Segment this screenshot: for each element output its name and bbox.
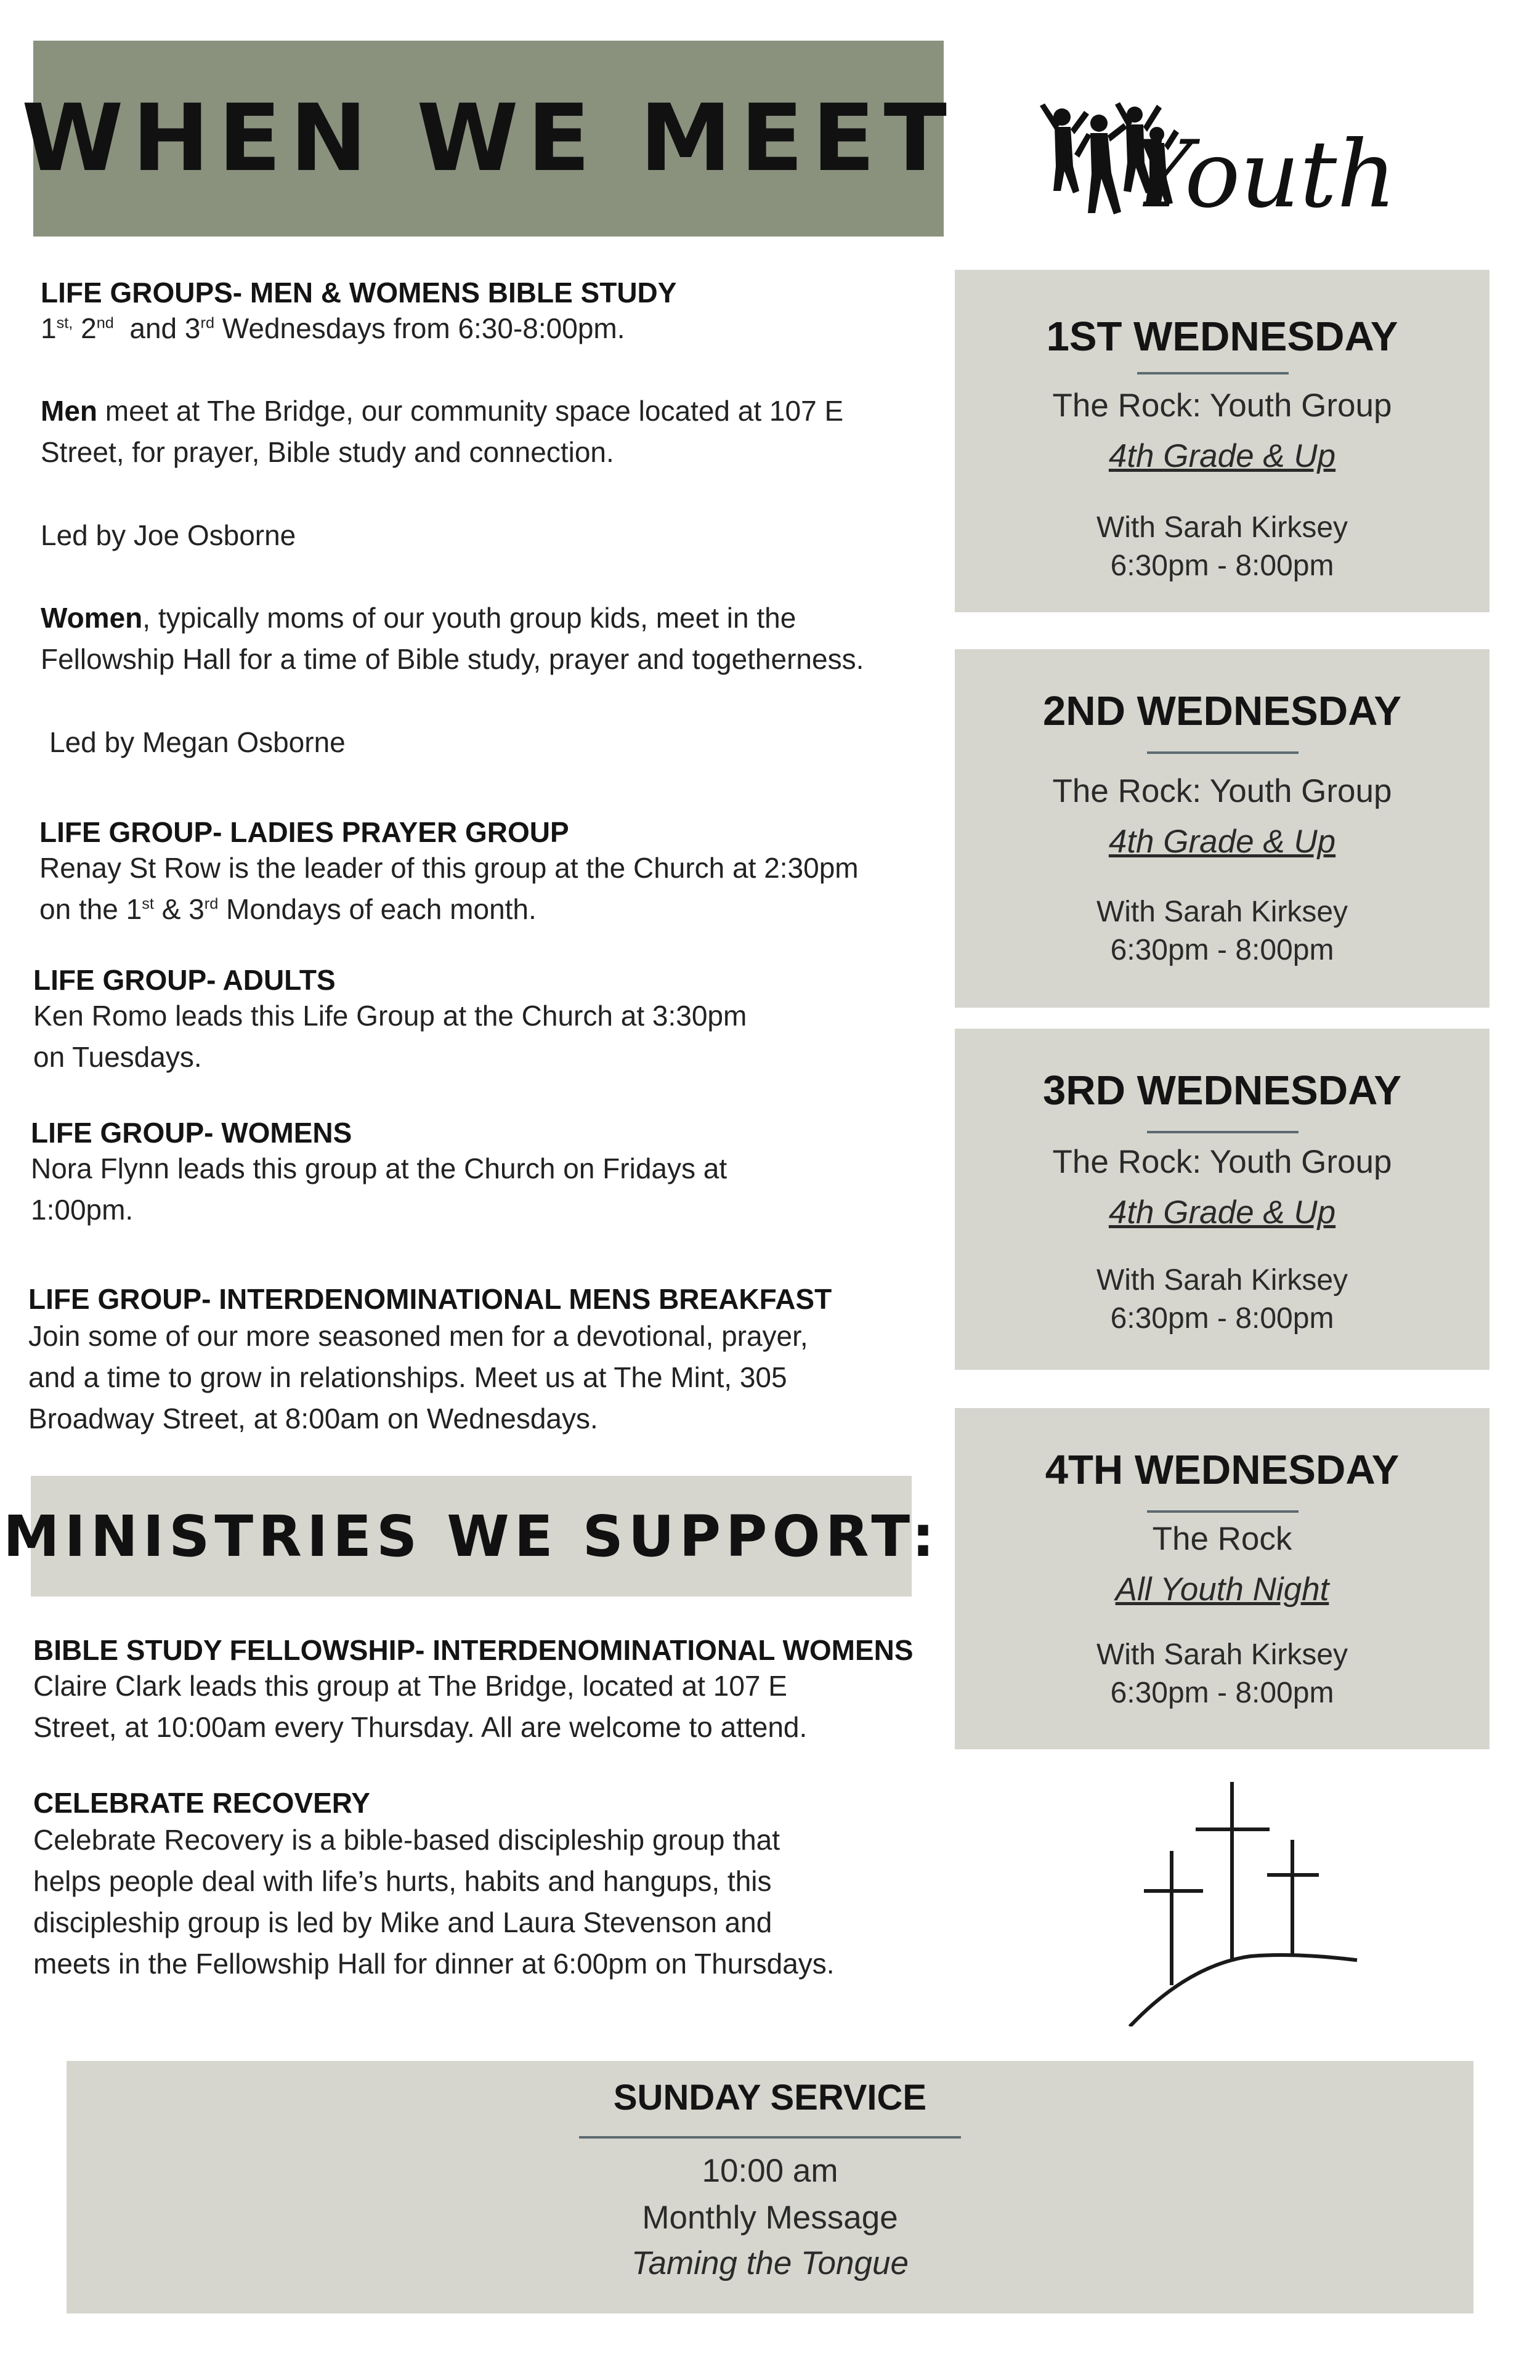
recovery-line1: Celebrate Recovery is a bible-based discipleship group that — [33, 1824, 780, 1856]
womens-heading: LIFE GROUP- WOMENS — [31, 1117, 352, 1149]
wednesday-leader: With Sarah Kirksey — [1096, 896, 1348, 928]
ladies-prayer-line2 — [39, 889, 537, 930]
sunday-message-label: Monthly Message — [642, 2200, 898, 2236]
wednesday-time: 6:30pm - 8:00pm — [1110, 1677, 1334, 1709]
jumping-people-icon — [1036, 99, 1406, 240]
wednesday-card-2 — [955, 649, 1489, 1008]
crosses-illustration — [1121, 1780, 1368, 2026]
schedule-sup: st, — [56, 314, 73, 332]
schedule-sup: rd — [200, 314, 215, 332]
bible-study-schedule — [41, 308, 625, 349]
wednesday-group: The Rock: Youth Group — [1052, 1144, 1392, 1180]
women-label: Women — [41, 602, 143, 634]
wednesday-time: 6:30pm - 8:00pm — [1110, 934, 1334, 966]
wednesday-leader: With Sarah Kirksey — [1096, 1638, 1348, 1671]
wednesday-leader: With Sarah Kirksey — [1096, 511, 1348, 544]
wednesday-time: 6:30pm - 8:00pm — [1110, 549, 1334, 582]
mens-breakfast-line1: Join some of our more seasoned men for a devotional, prayer, — [28, 1320, 808, 1352]
recovery-line2: helps people deal with life’s hurts, habits and hangups, this — [33, 1865, 772, 1897]
wednesday-title: 3RD WEDNESDAY — [1042, 1067, 1402, 1114]
wednesday-title: 4TH WEDNESDAY — [1045, 1447, 1400, 1493]
mens-breakfast-line3: Broadway Street, at 8:00am on Wednesdays. — [28, 1402, 598, 1435]
recovery-line4: meets in the Fellowship Hall for dinner at 6:00pm on Thursdays. — [33, 1948, 835, 1980]
women-description — [41, 597, 922, 680]
wednesday-grade: 4th Grade & Up — [1108, 824, 1336, 860]
ladies-prayer-heading: LIFE GROUP- LADIES PRAYER GROUP — [39, 816, 569, 848]
women-text: , typically moms of our youth group kids, meet in the Fellowship Hall for a time of Bible study, prayer and togetherness. — [41, 602, 864, 675]
wednesday-time: 6:30pm - 8:00pm — [1110, 1302, 1334, 1335]
wednesday-group: The Rock — [1152, 1521, 1292, 1557]
wednesday-card-4 — [955, 1408, 1489, 1749]
schedule-part: Wednesdays from 6:30-8:00pm. — [214, 312, 625, 344]
sunday-message-title: Taming the Tongue — [631, 2245, 909, 2281]
three-crosses-hill-icon — [1121, 1780, 1368, 2026]
adults-heading: LIFE GROUP- ADULTS — [33, 964, 336, 996]
ministries-title: MINISTRIES WE SUPPORT: — [3, 1503, 939, 1569]
title-divider — [1137, 372, 1289, 374]
recovery-line3: discipleship group is led by Mike and Laura Stevenson and — [33, 1906, 772, 1938]
men-label: Men — [41, 395, 97, 427]
wednesday-group: The Rock: Youth Group — [1052, 387, 1392, 424]
men-text: meet at The Bridge, our community space located at 107 E Street, for prayer, Bible study and connection. — [41, 395, 844, 468]
women-leader: Led by Megan Osborne — [49, 726, 346, 758]
men-description — [41, 391, 915, 473]
wednesday-grade: 4th Grade & Up — [1108, 1194, 1336, 1231]
wednesday-grade: 4th Grade & Up — [1108, 438, 1336, 474]
wednesday-title: 1ST WEDNESDAY — [1046, 314, 1398, 360]
bsf-line2: Street, at 10:00am every Thursday. All are welcome to attend. — [33, 1711, 808, 1743]
bible-study-heading: LIFE GROUPS- MEN & WOMENS BIBLE STUDY — [41, 277, 677, 309]
schedule-part: 1 — [41, 312, 57, 344]
wednesday-card-1 — [955, 270, 1489, 612]
title-divider — [1147, 751, 1299, 754]
line-part: & 3 — [153, 893, 205, 925]
page-title: WHEN WE MEET — [22, 85, 955, 192]
bsf-heading: BIBLE STUDY FELLOWSHIP- INTERDENOMINATIONAL WOMENS — [33, 1634, 914, 1666]
mens-breakfast-line2: and a time to grow in relationships. Meet us at The Mint, 305 — [28, 1361, 787, 1393]
wednesday-leader: With Sarah Kirksey — [1096, 1264, 1348, 1297]
wednesday-grade: All Youth Night — [1115, 1571, 1329, 1608]
schedule-part: 2 — [73, 312, 97, 344]
line-part: on the 1 — [39, 893, 142, 925]
logo-wordmark: Youth — [1132, 121, 1396, 229]
mens-breakfast-heading: LIFE GROUP- INTERDENOMINATIONAL MENS BREAKFAST — [28, 1283, 832, 1315]
men-leader: Led by Joe Osborne — [41, 519, 296, 551]
when-we-meet-banner — [22, 41, 955, 237]
youth-logo — [1036, 99, 1406, 240]
adults-line2: on Tuesdays. — [33, 1041, 202, 1073]
womens-line2: 1:00pm. — [31, 1194, 134, 1226]
schedule-part: and 3 — [113, 312, 201, 344]
wednesday-title: 2ND WEDNESDAY — [1042, 688, 1402, 734]
wednesday-card-3 — [955, 1029, 1489, 1370]
sunday-service-title: SUNDAY SERVICE — [613, 2078, 927, 2118]
line-sup: rd — [204, 895, 219, 913]
title-divider — [579, 2136, 961, 2139]
title-divider — [1147, 1510, 1299, 1513]
womens-line1: Nora Flynn leads this group at the Church on Fridays at — [31, 1152, 727, 1184]
bsf-line1: Claire Clark leads this group at The Bridge, located at 107 E — [33, 1670, 787, 1702]
ladies-prayer-line1: Renay St Row is the leader of this group at the Church at 2:30pm — [39, 852, 859, 884]
recovery-heading: CELEBRATE RECOVERY — [33, 1787, 370, 1819]
line-sup: st — [142, 895, 154, 913]
title-divider — [1147, 1131, 1299, 1133]
ministries-banner — [3, 1476, 939, 1597]
schedule-sup: nd — [96, 314, 114, 332]
sunday-time: 10:00 am — [702, 2153, 838, 2189]
line-part: Mondays of each month. — [218, 893, 537, 925]
adults-line1: Ken Romo leads this Life Group at the Church at 3:30pm — [33, 1000, 747, 1032]
sunday-service-card — [67, 2061, 1473, 2313]
wednesday-group: The Rock: Youth Group — [1052, 773, 1392, 809]
